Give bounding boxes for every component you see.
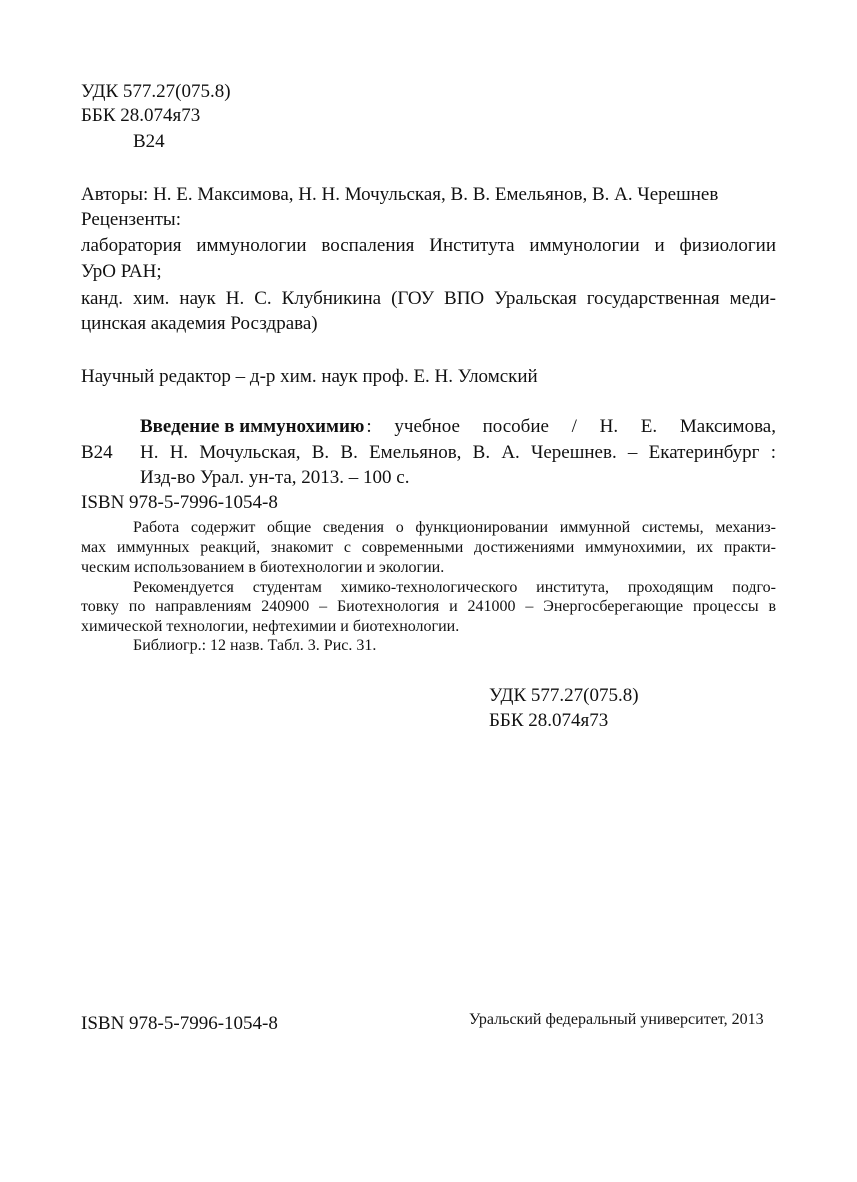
author-mark: В24 [133,131,165,152]
copyright-line: Уральский федеральный университет, 2013 [469,1011,764,1028]
bibliographic-line-1 [140,415,776,439]
annotation-para1-line1: Работа содержит общие сведения о функционировании иммунной системы, механиз- [133,519,776,536]
annotation-para2-line3: химической технологии, нефтехимии и биотехнологии. [81,618,460,635]
reviewer-2-line-2: цинская академия Росздрава) [81,313,318,334]
reviewer-1-line-2: УрО РАН; [81,261,162,282]
bibliography-stats: Библиогр.: 12 назв. Табл. 3. Рис. 31. [133,637,377,654]
book-title: Введение в иммунохимию [140,416,365,437]
reviewer-1-line-1: лаборатория иммунологии воспаления Института иммунологии и физиологии [81,235,776,256]
bibliographic-line-1-rest: : учебное пособие / Н. Е. Максимова, [366,416,776,437]
bibliographic-line-3: Изд-во Урал. ун-та, 2013. – 100 с. [140,467,410,488]
udk-code: УДК 577.27(075.8) [81,81,231,102]
reviewers-label: Рецензенты: [81,209,181,230]
isbn-record: ISBN 978-5-7996-1054-8 [81,492,278,513]
bbk-code-right: ББК 28.074я73 [489,710,609,731]
annotation-para2-line2: товку по направлениям 240900 – Биотехнология и 241000 – Энергосберегающие процессы в [81,598,776,615]
authors-line: Авторы: Н. Е. Максимова, Н. Н. Мочульская, В. В. Емельянов, В. А. Черешнев [81,184,719,205]
bibliographic-side-mark: В24 [81,442,113,463]
annotation-para1-line3: ческим использованием в биотехнологии и экологии. [81,559,445,576]
annotation-para2-line1: Рекомендуется студентам химико-технологического института, проходящим подго- [133,579,776,596]
bbk-code: ББК 28.074я73 [81,105,201,126]
reviewer-2-line-1: канд. хим. наук Н. С. Клубникина (ГОУ ВПО Уральская государственная меди- [81,288,776,309]
footer-isbn: ISBN 978-5-7996-1054-8 [81,1013,278,1034]
udk-code-right: УДК 577.27(075.8) [489,685,639,706]
annotation-para1-line2: мах иммунных реакций, знакомит с современными достижениями иммунохимии, их практи- [81,539,776,556]
bibliographic-line-2: Н. Н. Мочульская, В. В. Емельянов, В. А. Черешнев. – Екатеринбург : [140,442,776,463]
scientific-editor: Научный редактор – д-р хим. наук проф. Е. Н. Уломский [81,366,538,387]
